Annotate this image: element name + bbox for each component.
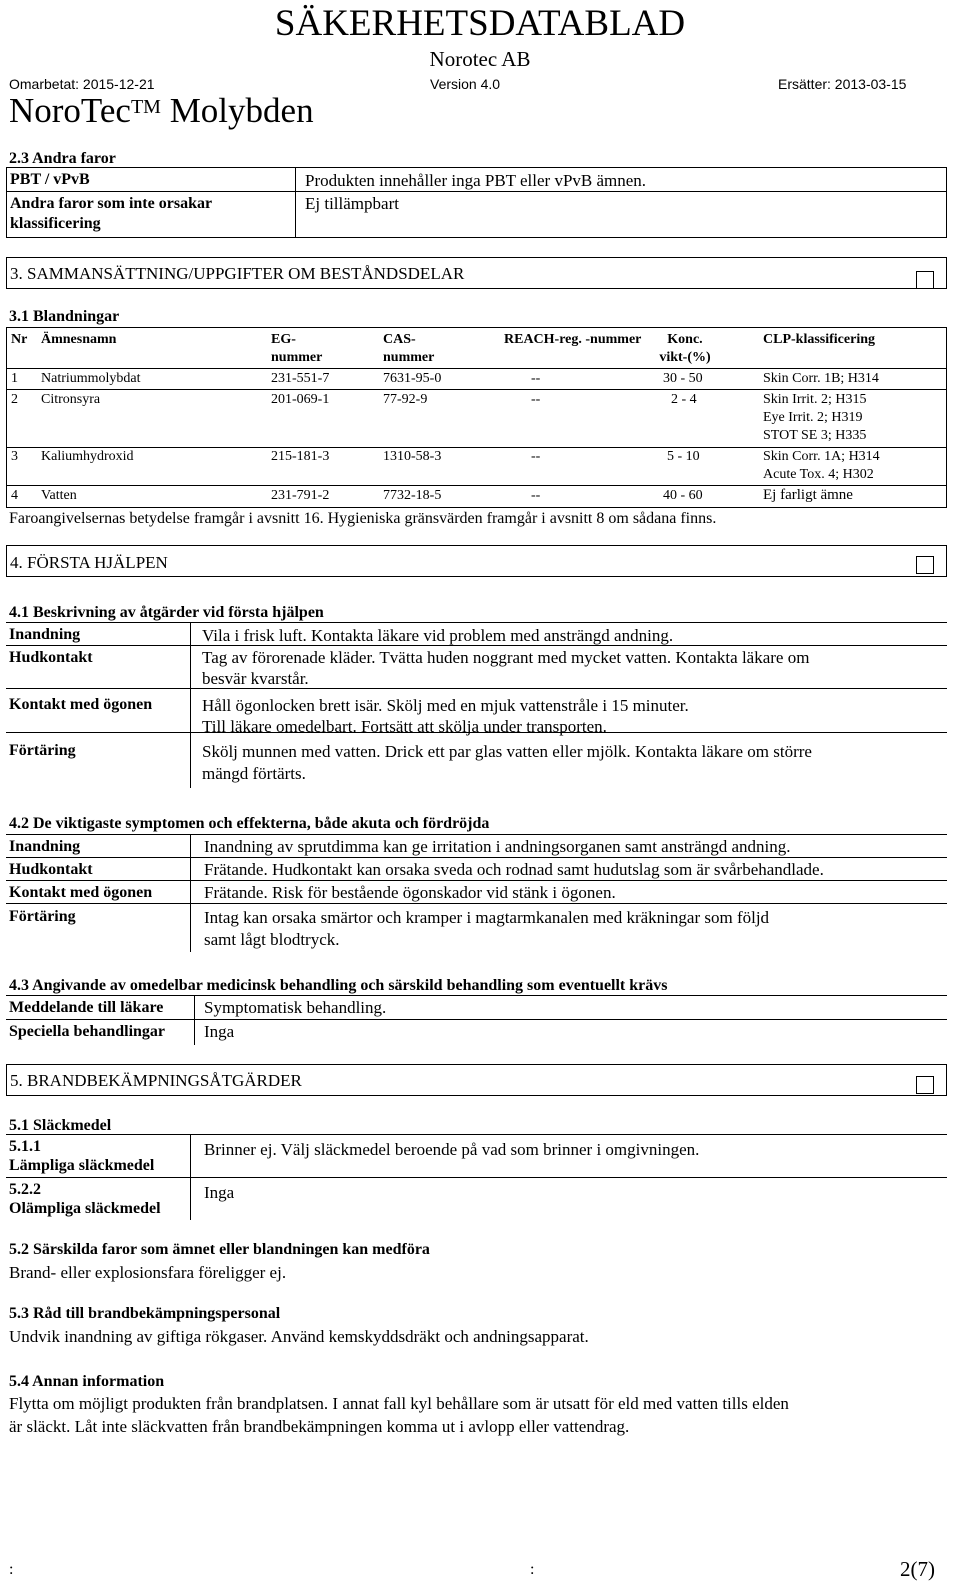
section-5-banner	[6, 1064, 947, 1096]
pbt-label: PBT / vPvB	[10, 171, 90, 188]
fa-inhalation-text: Vila i frisk luft. Kontakta läkare vid problem med ansträngd andning.	[202, 626, 674, 645]
sym-skin-label: Hudkontakt	[9, 861, 93, 878]
row4-konc: 40 - 60	[663, 488, 703, 503]
section-4-3-heading: 4.3 Angivande av omedelbar medicinsk behandling och särskild behandling som eventuellt krävs	[9, 977, 668, 994]
section-4-banner	[6, 545, 947, 577]
row2-eg: 201-069-1	[271, 392, 330, 407]
section-4-1-table	[6, 622, 947, 788]
section-5-4-text-1: Flytta om möjligt produkten från brandplatsen. I annat fall kyl behållare som är utsatt för eld med vatten tills elden	[9, 1394, 789, 1413]
suitable-num: 5.1.1	[9, 1138, 41, 1155]
section-5-checkbox[interactable]	[916, 1076, 934, 1094]
unsuitable-value: Inga	[204, 1183, 235, 1202]
fa-ingestion-text-2: mängd förtärts.	[202, 764, 306, 783]
col-reach: REACH-reg. -nummer	[504, 332, 642, 347]
product-brand: NoroTec	[9, 91, 131, 130]
fa-ingestion-text-1: Skölj munnen med vatten. Drick ett par glas vatten eller mjölk. Kontakta läkare om större	[202, 742, 812, 761]
composition-table	[6, 327, 947, 508]
row2-nr: 2	[11, 392, 18, 407]
sym-ingestion-text-2: samt lågt blodtryck.	[204, 930, 340, 949]
col-eg: EG-nummer	[271, 332, 323, 365]
row3-name: Kaliumhydroxid	[41, 449, 134, 464]
row2-cas: 77-92-9	[383, 392, 428, 407]
col-cas: CAS-nummer	[383, 332, 435, 365]
company-name: Norotec AB	[429, 47, 531, 71]
sym-inhalation-text: Inandning av sprutdimma kan ge irritation i andningsorganen samt ansträngd andning.	[204, 837, 791, 856]
row1-nr: 1	[11, 371, 18, 386]
fa-inhalation-label: Inandning	[9, 626, 81, 643]
section-3-heading: 3. SAMMANSÄTTNING/UPPGIFTER OM BESTÅNDSDELAR	[10, 264, 465, 283]
other-hazards-value: Ej tillämpbart	[305, 194, 399, 213]
row2-clp-3: STOT SE 3; H335	[763, 428, 867, 443]
row4-eg: 231-791-2	[271, 488, 330, 503]
section-5-3-text: Undvik inandning av giftiga rökgaser. Använd kemskyddsdräkt och andningsapparat.	[9, 1327, 589, 1346]
product-suffix: Molybden	[169, 91, 314, 130]
header	[0, 0, 960, 135]
fa-eyes-text-2: Till läkare omedelbart. Fortsätt att skölja under transporten.	[202, 717, 607, 736]
sym-skin-text: Frätande. Hudkontakt kan orsaka sveda och rodnad samt hudutslag som är svårbehandlade.	[204, 860, 824, 879]
section-5-1-heading: 5.1 Släckmedel	[9, 1117, 112, 1134]
section-4-2-table	[6, 834, 947, 952]
fa-skin-text-2: besvär kvarstår.	[202, 669, 309, 688]
replaces-date: Ersätter: 2013-03-15	[778, 76, 907, 92]
row2-clp-2: Eye Irrit. 2; H319	[763, 410, 863, 425]
version: Version 4.0	[430, 76, 501, 92]
special-treatment-value: Inga	[204, 1022, 235, 1041]
section-2-3-table	[6, 167, 947, 238]
row1-konc: 30 - 50	[663, 371, 703, 386]
row4-cas: 7732-18-5	[383, 488, 442, 503]
revised-date: Omarbetat: 2015-12-21	[9, 76, 155, 92]
row2-clp-1: Skin Irrit. 2; H315	[763, 392, 867, 407]
section-5-4-text-2: är släckt. Låt inte släckvatten från brandbekämpningen komma ut i avlopp eller vattendrag.	[9, 1417, 630, 1436]
pbt-value: Produkten innehåller inga PBT eller vPvB ämnen.	[305, 171, 647, 190]
other-hazards-label: Andra faror som inte orsakar klassificering	[10, 195, 212, 232]
col-clp: CLP-klassificering	[763, 332, 875, 347]
row3-konc: 5 - 10	[667, 449, 700, 464]
fa-skin-label: Hudkontakt	[9, 649, 93, 666]
doctor-note-value: Symptomatisk behandling.	[204, 998, 387, 1017]
row3-eg: 215-181-3	[271, 449, 330, 464]
row1-name: Natriummolybdat	[41, 371, 141, 386]
footer-colon-left: :	[9, 1561, 14, 1578]
section-4-heading: 4. FÖRSTA HJÄLPEN	[10, 553, 168, 572]
sym-inhalation-label: Inandning	[9, 838, 81, 855]
section-3-checkbox[interactable]	[916, 271, 934, 289]
row1-eg: 231-551-7	[271, 371, 330, 386]
col-nr: Nr	[11, 332, 28, 347]
section-5-4-heading: 5.4 Annan information	[9, 1373, 165, 1390]
row3-clp-1: Skin Corr. 1A; H314	[763, 449, 880, 464]
row3-nr: 3	[11, 449, 18, 464]
special-treatment-label: Speciella behandlingar	[9, 1023, 166, 1040]
row3-clp-2: Acute Tox. 4; H302	[763, 467, 874, 482]
row4-name: Vatten	[41, 488, 77, 503]
product-name	[9, 90, 314, 132]
row1-clp: Skin Corr. 1B; H314	[763, 371, 879, 386]
sym-eyes-text: Frätande. Risk för bestående ögonskador vid stänk i ögonen.	[204, 883, 616, 902]
section-4-3-table	[6, 995, 947, 1045]
sym-eyes-label: Kontakt med ögonen	[9, 884, 153, 901]
col-konc: Konc. vikt-(%)	[659, 332, 711, 365]
fa-ingestion-label: Förtäring	[9, 742, 76, 759]
unsuitable-label: Olämpliga släckmedel	[9, 1200, 161, 1217]
row4-reach: --	[531, 488, 541, 503]
doctor-note-label: Meddelande till läkare	[9, 999, 164, 1016]
section-2-3-heading: 2.3 Andra faror	[9, 150, 116, 167]
sym-ingestion-text-1: Intag kan orsaka smärtor och kramper i magtarmkanalen med kräkningar som följd	[204, 908, 770, 927]
col-name: Ämnesnamn	[41, 332, 117, 347]
composition-note: Faroangivelsernas betydelse framgår i avsnitt 16. Hygieniska gränsvärden framgår i avsnitt 8 om sådana finns.	[9, 510, 717, 527]
fa-eyes-text-1: Håll ögonlocken brett isär. Skölj med en mjuk vattenstråle i 15 minuter.	[202, 696, 689, 715]
row2-reach: --	[531, 392, 541, 407]
row4-clp: Ej farligt ämne	[763, 487, 853, 503]
suitable-value: Brinner ej. Välj släckmedel beroende på vad som brinner i omgivningen.	[204, 1140, 700, 1159]
doc-type-title: SÄKERHETSDATABLAD	[274, 3, 686, 44]
section-5-2-heading: 5.2 Särskilda faror som ämnet eller blandningen kan medföra	[9, 1241, 430, 1258]
section-5-3-heading: 5.3 Råd till brandbekämpningspersonal	[9, 1305, 281, 1322]
row2-name: Citronsyra	[41, 392, 101, 407]
row1-reach: --	[531, 371, 541, 386]
row3-reach: --	[531, 449, 541, 464]
unsuitable-num: 5.2.2	[9, 1181, 41, 1198]
page-number: 2(7)	[900, 1557, 935, 1581]
footer-colon-mid: :	[530, 1561, 535, 1578]
section-4-2-heading: 4.2 De viktigaste symptomen och effekterna, både akuta och fördröjda	[9, 815, 490, 832]
section-5-2-text: Brand- eller explosionsfara föreligger ej.	[9, 1263, 287, 1282]
row1-cas: 7631-95-0	[383, 371, 442, 386]
section-4-checkbox[interactable]	[916, 556, 934, 574]
suitable-label: Lämpliga släckmedel	[9, 1157, 155, 1174]
row4-nr: 4	[11, 488, 18, 503]
section-5-1-table	[6, 1134, 947, 1220]
section-3-banner	[6, 257, 947, 289]
section-5-heading: 5. BRANDBEKÄMPNINGSÅTGÄRDER	[10, 1071, 302, 1090]
section-3-1-heading: 3.1 Blandningar	[9, 308, 120, 325]
row2-konc: 2 - 4	[671, 392, 697, 407]
fa-skin-text-1: Tag av förorenade kläder. Tvätta huden noggrant med mycket vatten. Kontakta läkare om	[202, 648, 810, 667]
section-4-1-heading: 4.1 Beskrivning av åtgärder vid första hjälpen	[9, 604, 324, 621]
row3-cas: 1310-58-3	[383, 449, 442, 464]
sym-ingestion-label: Förtäring	[9, 908, 76, 925]
fa-eyes-label: Kontakt med ögonen	[9, 696, 153, 713]
trademark: TM	[130, 96, 161, 118]
